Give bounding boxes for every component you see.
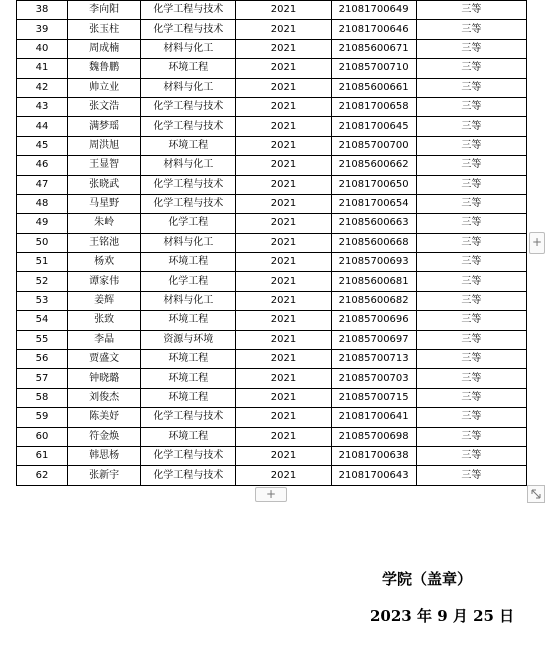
student-id-cell[interactable]: 21081700658 [331,97,416,116]
grade-year-cell[interactable]: 2021 [236,39,331,58]
student-name-cell[interactable]: 杨欢 [68,253,141,272]
student-name-cell[interactable]: 满梦瑶 [68,117,141,136]
student-id-cell[interactable]: 21081700649 [331,1,416,20]
student-id-cell[interactable]: 21085700715 [331,388,416,407]
award-level-cell[interactable]: 三等 [416,20,526,39]
student-id-cell[interactable]: 21085600668 [331,233,416,252]
major-cell[interactable]: 环境工程 [141,388,236,407]
student-name-cell[interactable]: 谭家伟 [68,272,141,291]
table-row [17,1,527,20]
student-name-cell[interactable]: 周成楠 [68,39,141,58]
student-name-cell[interactable]: 李向阳 [68,1,141,20]
serial-number-cell[interactable]: 50 [17,233,68,252]
table-row [17,466,527,485]
award-list-table [16,0,527,486]
student-id-cell[interactable]: 21081700650 [331,175,416,194]
serial-number-cell[interactable]: 45 [17,136,68,155]
grade-year-cell[interactable]: 2021 [236,388,331,407]
table-row [17,214,527,233]
major-cell[interactable]: 环境工程 [141,253,236,272]
student-id-cell[interactable]: 21081700646 [331,20,416,39]
student-name-cell[interactable]: 周洪旭 [68,136,141,155]
student-name-cell[interactable]: 张致 [68,311,141,330]
major-cell[interactable]: 化学工程与技术 [141,194,236,213]
table-row [17,427,527,446]
table-row [17,253,527,272]
major-cell[interactable]: 化学工程 [141,214,236,233]
award-level-cell[interactable]: 三等 [416,233,526,252]
grade-year-cell[interactable]: 2021 [236,1,331,20]
student-id-cell[interactable]: 21085700713 [331,350,416,369]
award-level-cell[interactable]: 三等 [416,446,526,465]
student-id-cell[interactable]: 21085600663 [331,214,416,233]
major-cell[interactable]: 资源与环境 [141,330,236,349]
table-row [17,175,527,194]
student-name-cell[interactable]: 朱岭 [68,214,141,233]
serial-number-cell[interactable]: 48 [17,194,68,213]
serial-number-cell[interactable]: 60 [17,427,68,446]
grade-year-cell[interactable]: 2021 [236,117,331,136]
student-id-cell[interactable]: 21081700641 [331,408,416,427]
major-cell[interactable]: 化学工程与技术 [141,408,236,427]
serial-number-cell[interactable]: 52 [17,272,68,291]
table-row [17,78,527,97]
table-row [17,20,527,39]
major-cell[interactable]: 环境工程 [141,311,236,330]
award-level-cell[interactable]: 三等 [416,311,526,330]
serial-number-cell[interactable]: 42 [17,78,68,97]
serial-number-cell[interactable]: 55 [17,330,68,349]
major-cell[interactable]: 化学工程与技术 [141,117,236,136]
serial-number-cell[interactable]: 43 [17,97,68,116]
student-name-cell[interactable]: 张文浩 [68,97,141,116]
award-level-cell[interactable]: 三等 [416,466,526,485]
student-id-cell[interactable]: 21081700645 [331,117,416,136]
student-id-cell[interactable]: 21085600681 [331,272,416,291]
major-cell[interactable]: 化学工程与技术 [141,175,236,194]
student-id-cell[interactable]: 21085700703 [331,369,416,388]
serial-number-cell[interactable]: 44 [17,117,68,136]
serial-number-cell[interactable]: 59 [17,408,68,427]
student-name-cell[interactable]: 李晶 [68,330,141,349]
major-cell[interactable]: 化学工程与技术 [141,466,236,485]
major-cell[interactable]: 环境工程 [141,350,236,369]
student-name-cell[interactable]: 帅立业 [68,78,141,97]
grade-year-cell[interactable]: 2021 [236,466,331,485]
major-cell[interactable]: 化学工程与技术 [141,20,236,39]
award-level-cell[interactable]: 三等 [416,78,526,97]
award-level-cell[interactable]: 三等 [416,39,526,58]
award-level-cell[interactable]: 三等 [416,408,526,427]
student-id-cell[interactable]: 21085600662 [331,156,416,175]
grade-year-cell[interactable]: 2021 [236,369,331,388]
student-id-cell[interactable]: 21085700698 [331,427,416,446]
table-row [17,39,527,58]
serial-number-cell[interactable]: 58 [17,388,68,407]
add-row-button[interactable] [255,487,287,502]
table-row [17,156,527,175]
serial-number-cell[interactable]: 39 [17,20,68,39]
award-level-cell[interactable]: 三等 [416,214,526,233]
table-row [17,59,527,78]
major-cell[interactable]: 材料与化工 [141,291,236,310]
table-row [17,369,527,388]
award-level-cell[interactable]: 三等 [416,136,526,155]
award-level-cell[interactable]: 三等 [416,272,526,291]
plus-icon: + [265,487,277,501]
student-name-cell[interactable]: 马星野 [68,194,141,213]
grade-year-cell[interactable]: 2021 [236,350,331,369]
major-cell[interactable]: 材料与化工 [141,39,236,58]
major-cell[interactable]: 环境工程 [141,136,236,155]
grade-year-cell[interactable]: 2021 [236,214,331,233]
grade-year-cell[interactable]: 2021 [236,272,331,291]
student-name-cell[interactable]: 姜辉 [68,291,141,310]
grade-year-cell[interactable]: 2021 [236,78,331,97]
student-id-cell[interactable]: 21085700697 [331,330,416,349]
student-name-cell[interactable]: 韩思杨 [68,446,141,465]
student-id-cell[interactable]: 21085600671 [331,39,416,58]
student-id-cell[interactable]: 21085700696 [331,311,416,330]
table-row [17,350,527,369]
grade-year-cell[interactable]: 2021 [236,175,331,194]
grade-year-cell[interactable]: 2021 [236,408,331,427]
grade-year-cell[interactable]: 2021 [236,59,331,78]
grade-year-cell[interactable]: 2021 [236,253,331,272]
grade-year-cell[interactable]: 2021 [236,136,331,155]
resize-diagonal-icon [528,486,544,502]
student-id-cell[interactable]: 21081700654 [331,194,416,213]
award-list-table-body [17,1,527,486]
plus-icon: + [531,235,543,249]
grade-year-cell[interactable]: 2021 [236,233,331,252]
award-level-cell[interactable]: 三等 [416,59,526,78]
major-cell[interactable]: 环境工程 [141,369,236,388]
award-level-cell[interactable]: 三等 [416,97,526,116]
grade-year-cell[interactable]: 2021 [236,330,331,349]
student-id-cell[interactable]: 21085700693 [331,253,416,272]
award-level-cell[interactable]: 三等 [416,350,526,369]
college-seal-label: 学院（盖章） [382,570,473,588]
serial-number-cell[interactable]: 53 [17,291,68,310]
major-cell[interactable]: 环境工程 [141,427,236,446]
grade-year-cell[interactable]: 2021 [236,311,331,330]
award-level-cell[interactable]: 三等 [416,330,526,349]
major-cell[interactable]: 材料与化工 [141,233,236,252]
student-name-cell[interactable]: 张新宇 [68,466,141,485]
award-level-cell[interactable]: 三等 [416,156,526,175]
table-row [17,136,527,155]
student-id-cell[interactable]: 21085700710 [331,59,416,78]
award-level-cell[interactable]: 三等 [416,253,526,272]
grade-year-cell[interactable]: 2021 [236,291,331,310]
grade-year-cell[interactable]: 2021 [236,446,331,465]
table-row [17,388,527,407]
major-cell[interactable]: 化学工程 [141,272,236,291]
serial-number-cell[interactable]: 54 [17,311,68,330]
serial-number-cell[interactable]: 57 [17,369,68,388]
table-row [17,272,527,291]
serial-number-cell[interactable]: 38 [17,1,68,20]
major-cell[interactable]: 环境工程 [141,59,236,78]
serial-number-cell[interactable]: 40 [17,39,68,58]
serial-number-cell[interactable]: 47 [17,175,68,194]
student-name-cell[interactable]: 贾盛文 [68,350,141,369]
student-name-cell[interactable]: 钟晓璐 [68,369,141,388]
serial-number-cell[interactable]: 61 [17,446,68,465]
award-level-cell[interactable]: 三等 [416,388,526,407]
student-name-cell[interactable]: 刘俊杰 [68,388,141,407]
signature-date: 2023 年 9 月 25 日 [370,607,515,625]
student-id-cell[interactable]: 21081700638 [331,446,416,465]
major-cell[interactable]: 材料与化工 [141,156,236,175]
student-name-cell[interactable]: 王显智 [68,156,141,175]
award-level-cell[interactable]: 三等 [416,194,526,213]
grade-year-cell[interactable]: 2021 [236,20,331,39]
major-cell[interactable]: 材料与化工 [141,78,236,97]
award-level-cell[interactable]: 三等 [416,117,526,136]
student-name-cell[interactable]: 符金焕 [68,427,141,446]
grade-year-cell[interactable]: 2021 [236,427,331,446]
award-level-cell[interactable]: 三等 [416,427,526,446]
serial-number-cell[interactable]: 56 [17,350,68,369]
student-name-cell[interactable]: 魏鲁鹏 [68,59,141,78]
table-row [17,330,527,349]
award-level-cell[interactable]: 三等 [416,175,526,194]
serial-number-cell[interactable]: 51 [17,253,68,272]
serial-number-cell[interactable]: 62 [17,466,68,485]
student-name-cell[interactable]: 张晓武 [68,175,141,194]
major-cell[interactable]: 化学工程与技术 [141,446,236,465]
serial-number-cell[interactable]: 41 [17,59,68,78]
table-row [17,291,527,310]
serial-number-cell[interactable]: 46 [17,156,68,175]
table-row [17,194,527,213]
student-name-cell[interactable]: 陈美妤 [68,408,141,427]
grade-year-cell[interactable]: 2021 [236,156,331,175]
grade-year-cell[interactable]: 2021 [236,97,331,116]
table-resize-handle[interactable] [527,485,545,503]
table-row [17,97,527,116]
student-id-cell[interactable]: 21085700700 [331,136,416,155]
table-row [17,408,527,427]
student-name-cell[interactable]: 张玉柱 [68,20,141,39]
major-cell[interactable]: 化学工程与技术 [141,97,236,116]
table-row [17,233,527,252]
student-id-cell[interactable]: 21085600682 [331,291,416,310]
award-level-cell[interactable]: 三等 [416,291,526,310]
student-id-cell[interactable]: 21081700643 [331,466,416,485]
student-name-cell[interactable]: 王铭池 [68,233,141,252]
table-row [17,311,527,330]
add-column-button[interactable] [529,232,545,254]
serial-number-cell[interactable]: 49 [17,214,68,233]
award-level-cell[interactable]: 三等 [416,1,526,20]
grade-year-cell[interactable]: 2021 [236,194,331,213]
table-row [17,446,527,465]
student-id-cell[interactable]: 21085600661 [331,78,416,97]
table-row [17,117,527,136]
major-cell[interactable]: 化学工程与技术 [141,1,236,20]
award-level-cell[interactable]: 三等 [416,369,526,388]
